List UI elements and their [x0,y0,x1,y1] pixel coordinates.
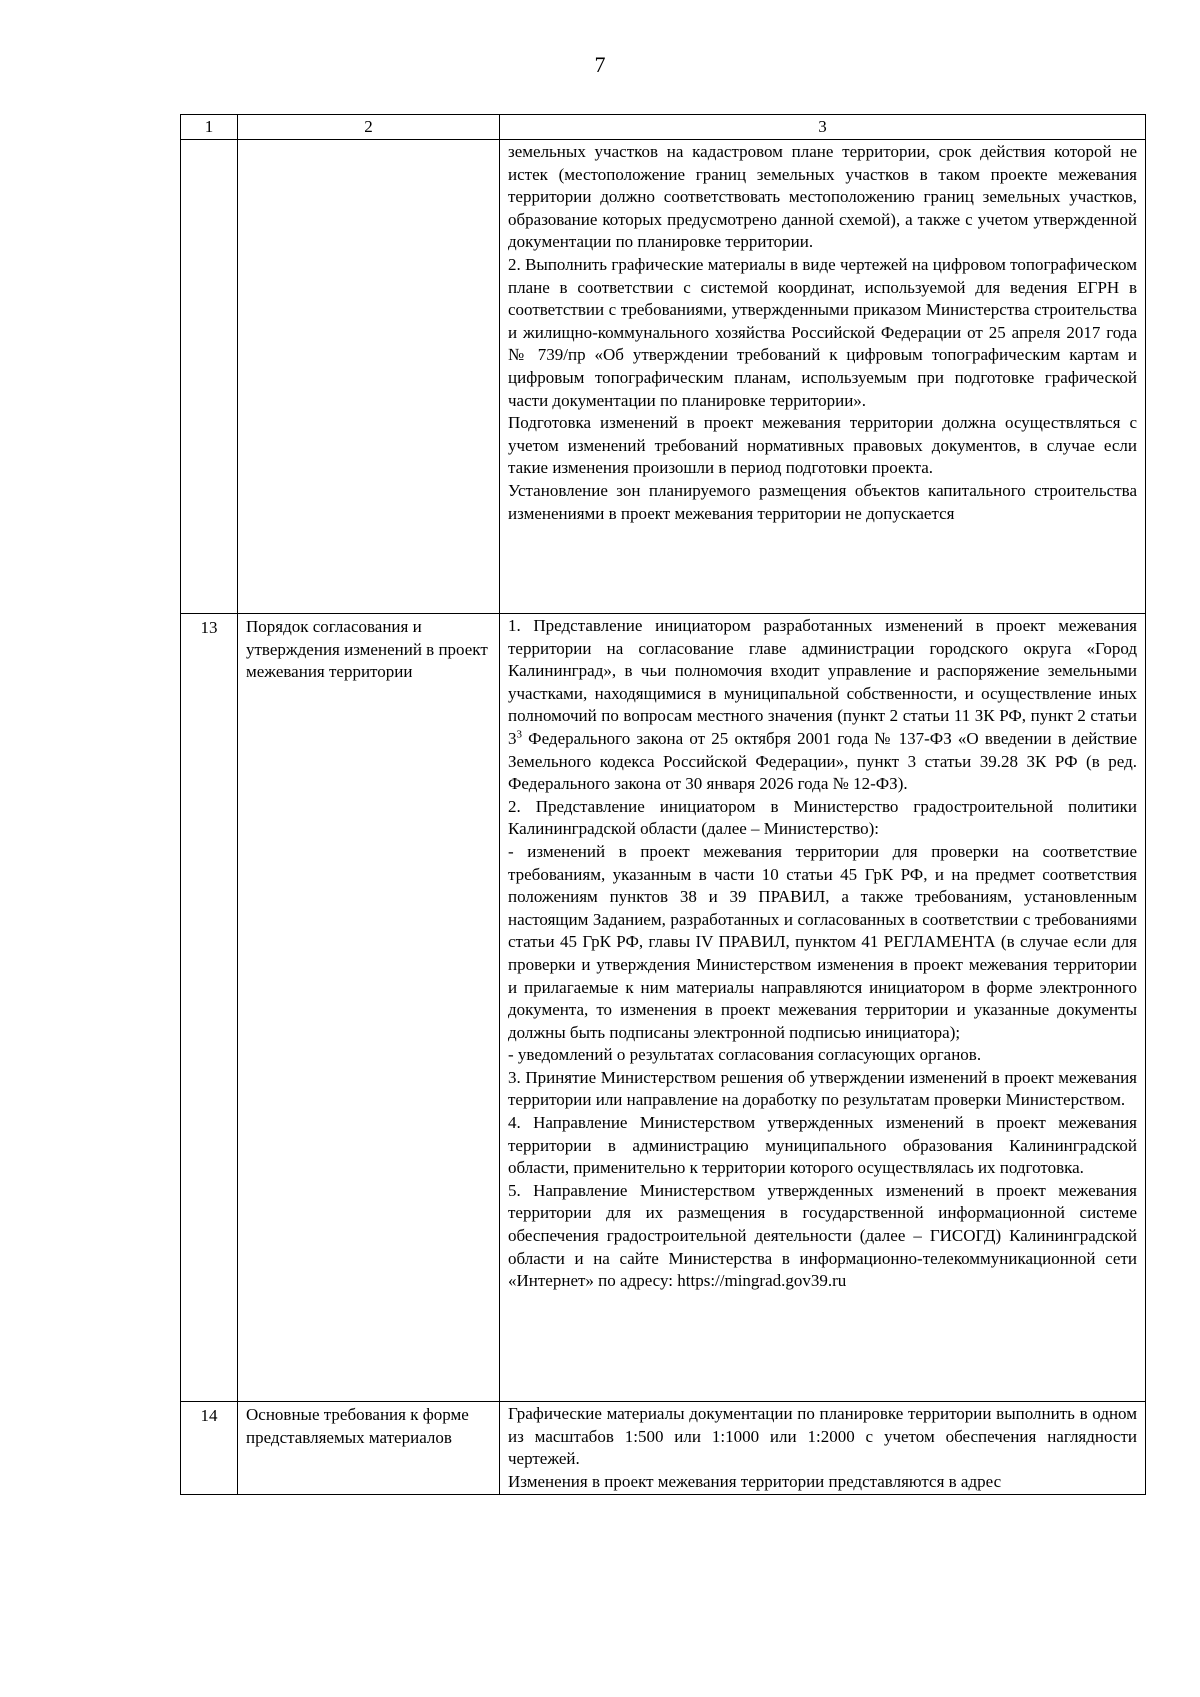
paragraph: Подготовка изменений в проект межевания территории должна осуществляться с учетом изменений требований нормативных правовых документов, в случае если такие изменения произошли в период подготовки проекта. [508,413,1137,478]
paragraph: 4. Направление Министерством утвержденных изменений в проект межевания территории в администрацию муниципального образования Калининградской области, применительно к территории которого осуществлялась их подготовка. [508,1113,1137,1178]
row-name-cell [238,140,500,614]
table-row-14 [181,1402,1146,1495]
paragraph-text: Федерального закона от 25 октября 2001 года № 137-ФЗ «О введении в действие Земельного кодекса Российской Федерации», пункт 3 статьи 39.28 ЗК РФ (в ред. Федерального закона от 30 января 2026 года № 12-ФЗ). [508,728,1137,794]
page-number: 7 [594,52,606,77]
paragraph: - уведомлений о результатах согласования согласующих органов. [508,1045,982,1065]
row-content-cell [500,140,1146,614]
row-number-cell [181,140,238,614]
paragraph: 5. Направление Министерством утвержденных изменений в проект межевания территории для их размещения в государственной информационной системе обеспечения градостроительной деятельности (далее – ГИСОГД) Калининградской области и на сайте Министерства в информационно-телекоммуникационной сети «Интернет» по адресу: https://mingrad.gov39.ru [508,1180,1137,1291]
table-row-13 [181,614,1146,1402]
row-title: Основные требования к форме представляемых материалов [238,1402,500,1495]
row-content-cell [500,1402,1146,1495]
superscript: 3 [516,728,522,741]
header-col-1: 1 [181,115,238,140]
paragraph: 2. Выполнить графические материалы в виде чертежей на цифровом топографическом плане в соответствии с системой координат, используемой для ведения ЕГРН в соответствии с требованиями, утвержденными приказом Министерства строительства и жилищно-коммунального хозяйства Российской Федерации от 25 апреля 2017 года № 739/пр «Об утверждении требований к цифровым топографическим картам и цифровым топографическим планам, используемым при подготовке графической части документации по планировке территории». [508,254,1137,410]
row-number: 13 [181,614,238,1402]
row-title: Порядок согласования и утверждения изменений в проект межевания территории [238,614,500,1402]
paragraph: Установление зон планируемого размещения объектов капитального строительства изменениями в проект межевания территории не допускается [508,480,1137,523]
paragraph: 3. Принятие Министерством решения об утверждении изменений в проект межевания территории или направление на доработку по результатам проверки Министерством. [508,1067,1137,1110]
paragraph: земельных участков на кадастровом плане территории, срок действия которой не истек (местоположение границ земельных участков в таком проекте межевания территории должно соответствовать местоположению границ земельных участков, образование которых предусмотрено данной схемой), а также с учетом утвержденной документации по планировке территории. [508,142,1137,252]
row-number: 14 [181,1402,238,1495]
table-header-row [181,115,1146,140]
paragraph: 2. Представление инициатором в Министерство градостроительной политики Калининградской области (далее – Министерство): [508,796,1137,839]
table-row-continuation [181,140,1146,614]
row-content-cell [500,614,1146,1402]
paragraph: - изменений в проект межевания территории для проверки на соответствие требованиям, указанным в части 10 статьи 45 ГрК РФ, и на предмет соответствия положениям пунктов 38 и 39 ПРАВИЛ, а также требованиям, установленным настоящим Заданием, разработанных и согласованных в соответствии с требованиями статьи 45 ГрК РФ, главы IV ПРАВИЛ, пунктом 41 РЕГЛАМЕНТА (в случае если для проверки и утверждения Министерством изменения в проект межевания территории и прилагаемые к ним материалы направляются инициатором в форме электронного документа, то изменения в проект межевания территории и указанные документы должны быть подписаны электронной подписью инициатора); [508,841,1137,1042]
header-col-2: 2 [238,115,500,140]
paragraph: Изменения в проект межевания территории представляются в адрес [508,1471,1002,1491]
paragraph-text: 1. Представление инициатором разработанных изменений в проект межевания территории на согласование главе администрации городского округа «Город Калининград», в чьи полномочия входит управление и распоряжение земельными участками, находящимися в муниципальной собственности, и осуществление иных полномочий по вопросам местного значения (пункт 2 статьи 11 ЗК РФ, пункт 2 статьи 3 [508,616,1137,748]
paragraph [508,615,1137,796]
requirements-table [180,114,1146,1495]
paragraph: Графические материалы документации по планировке территории выполнить в одном из масштабов 1:500 или 1:1000 или 1:2000 с учетом обеспечения наглядности чертежей. [508,1404,1137,1469]
header-col-3: 3 [500,115,1146,140]
